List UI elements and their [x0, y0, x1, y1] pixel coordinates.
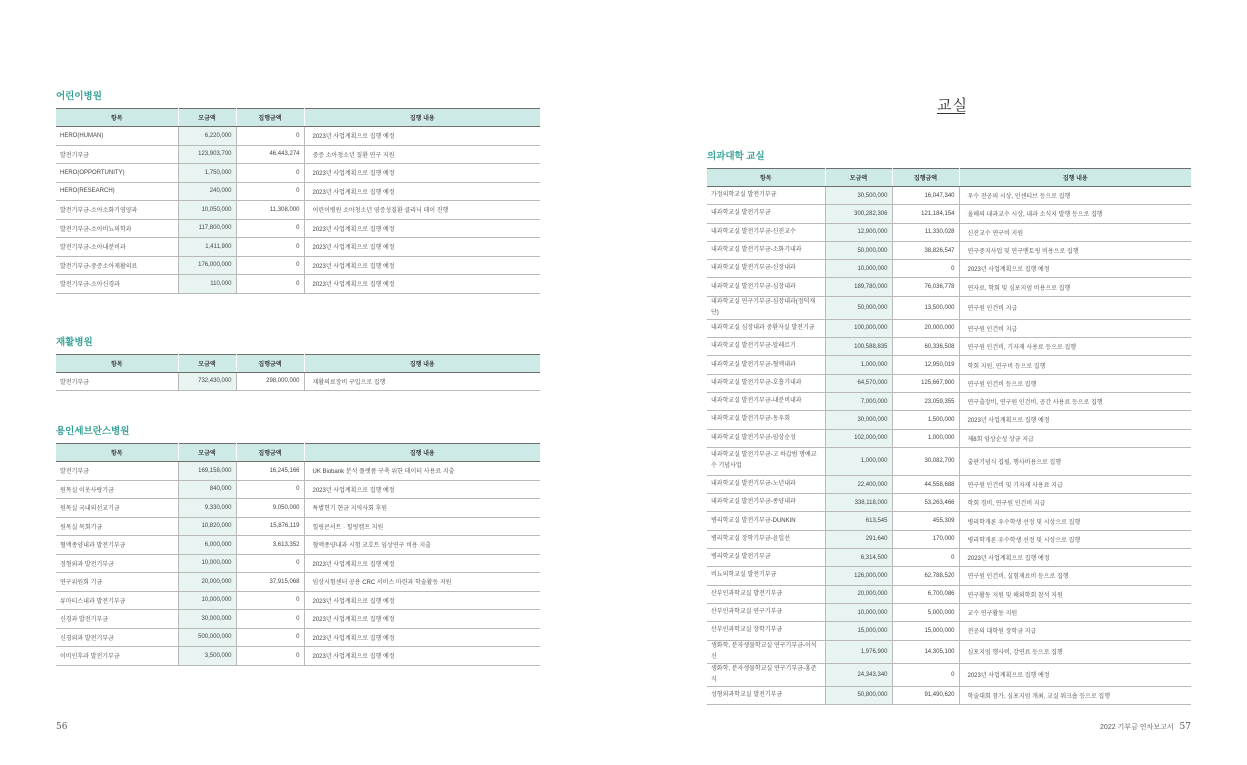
- cell-item: 발전기부금-소아신경과: [56, 275, 178, 294]
- cell-amount: 30,500,000: [825, 187, 892, 205]
- cell-item: 성형외과학교실 발전기부금: [707, 686, 825, 704]
- section-title: 의과대학 교실: [707, 151, 765, 162]
- cell-amount: 6,000,000: [178, 536, 236, 555]
- cell-item: 병리학교실 발전기부금: [707, 549, 825, 567]
- cell-description: 어린이병원 소아청소년 염증성질환 클리닉 데이 진행: [304, 201, 540, 220]
- cell-spent: 5,000,000: [892, 603, 959, 621]
- table-row: [56, 480, 540, 499]
- cell-spent: 15,000,000: [892, 622, 959, 640]
- cell-spent: 0: [236, 219, 304, 238]
- cell-description: 연구중지사업 및 연구멘토링 비용으로 집행: [959, 241, 1191, 259]
- footer-right: [1100, 722, 1191, 732]
- cell-amount: 840,000: [178, 480, 236, 499]
- cell-amount: 176,000,000: [178, 256, 236, 275]
- table-row: [707, 392, 1191, 410]
- table-row: [707, 338, 1191, 356]
- cell-spent: 170,000: [892, 530, 959, 548]
- cell-spent: 53,263,466: [892, 494, 959, 512]
- cell-item: 산부인과학교실 연구기부금: [707, 603, 825, 621]
- cell-amount: 9,330,000: [178, 499, 236, 518]
- cell-description: 연구원 인건비 및 기자재 사용료 지급: [959, 475, 1191, 493]
- cell-item: 신경외과 발전기부금: [56, 628, 178, 647]
- table-row: [56, 554, 540, 573]
- cell-item: 혈액종양내과 발전기부금: [56, 536, 178, 555]
- cell-description: 병리학개론 우수학생 선정 및 시상으로 집행: [959, 512, 1191, 530]
- cell-description: 연구원 인건비, 실험재료비 등으로 집행: [959, 567, 1191, 585]
- cell-item: 발전기부금: [56, 145, 178, 164]
- left-page: [56, 90, 540, 666]
- cell-amount: 20,000,000: [178, 573, 236, 592]
- cell-description: 2023년 사업계획으로 집행 예정: [304, 480, 540, 499]
- section-title: 용인세브란스병원: [56, 426, 130, 437]
- table-row: [707, 640, 1191, 663]
- cell-spent: 13,500,000: [892, 296, 959, 319]
- cell-amount: 732,430,000: [178, 372, 236, 391]
- table-row: [707, 187, 1191, 205]
- cell-spent: 46,443,274: [236, 145, 304, 164]
- cell-spent: 0: [236, 182, 304, 201]
- cell-spent: 30,082,700: [892, 447, 959, 475]
- cell-amount: 10,000,000: [825, 603, 892, 621]
- cell-item: 내과학교실 발전기부금-심장내과: [707, 278, 825, 296]
- cell-description: 2023년 사업계획으로 집행 예정: [959, 411, 1191, 429]
- table-row: [707, 663, 1191, 686]
- cell-spent: 62,788,520: [892, 567, 959, 585]
- table-row: [56, 127, 540, 146]
- header-item: 항목: [56, 109, 178, 127]
- cell-item: 연구위원회 기금: [56, 573, 178, 592]
- cell-spent: 14,305,100: [892, 640, 959, 663]
- cell-spent: 0: [236, 238, 304, 257]
- cell-spent: 0: [236, 256, 304, 275]
- cell-amount: 110,000: [178, 275, 236, 294]
- cell-spent: 0: [236, 591, 304, 610]
- header-spent: 집행금액: [892, 169, 959, 187]
- cell-spent: 0: [236, 610, 304, 629]
- cell-spent: 0: [892, 663, 959, 686]
- cell-item: 내과학교실 발전기부금-임상순성: [707, 429, 825, 447]
- cell-description: 2023년 사업계획으로 집행 예정: [304, 182, 540, 201]
- donation-table-medical-classes: [707, 168, 1191, 705]
- cell-description: 2023년 사업계획으로 집행 예정: [304, 238, 540, 257]
- cell-description: 2023년 사업계획으로 집행 예정: [959, 663, 1191, 686]
- header-item: 항목: [56, 354, 178, 372]
- cell-spent: 3,613,352: [236, 536, 304, 555]
- section-title: 어린이병원: [56, 91, 102, 102]
- page-number-left: 56: [56, 722, 68, 732]
- cell-description: 2023년 사업계획으로 집행 예정: [959, 549, 1191, 567]
- cell-amount: 102,000,000: [825, 429, 892, 447]
- cell-spent: 0: [236, 480, 304, 499]
- cell-spent: 0: [236, 628, 304, 647]
- cell-spent: 0: [892, 549, 959, 567]
- cell-amount: 123,903,700: [178, 145, 236, 164]
- cell-description: 연구원 인건비 지급: [959, 319, 1191, 337]
- table-row: [707, 494, 1191, 512]
- cell-description: 2023년 사업계획으로 집행 예정: [304, 554, 540, 573]
- table-row: [56, 256, 540, 275]
- cell-description: 특별헌기 현금 지역사회 후원: [304, 499, 540, 518]
- table-row: [707, 603, 1191, 621]
- cell-amount: 189,780,000: [825, 278, 892, 296]
- cell-description: 연구출장비, 연구원 인건비, 공간 사용료 등으로 집행: [959, 392, 1191, 410]
- cell-description: 연구활동 지원 및 해외학회 참석 지원: [959, 585, 1191, 603]
- table-row: [56, 238, 540, 257]
- cell-spent: 16,245,166: [236, 462, 304, 481]
- cell-spent: 15,876,119: [236, 517, 304, 536]
- cell-description: 2023년 사업계획으로 집행 예정: [304, 647, 540, 666]
- cell-description: 2023년 사업계획으로 집행 예정: [304, 628, 540, 647]
- header-amount: 모금액: [178, 444, 236, 462]
- report-title: 2022 기부금 연차보고서: [1100, 724, 1174, 731]
- cell-item: 발전기부금-소아소화기영양과: [56, 201, 178, 220]
- cell-item: 발전기부금-중증소아재활의료: [56, 256, 178, 275]
- table-row: [56, 647, 540, 666]
- table-row: [707, 530, 1191, 548]
- cell-spent: 23,059,355: [892, 392, 959, 410]
- cell-amount: 1,976,900: [825, 640, 892, 663]
- cell-amount: 15,000,000: [825, 622, 892, 640]
- cell-amount: 30,000,000: [178, 610, 236, 629]
- cell-item: 신경과 발전기부금: [56, 610, 178, 629]
- table-row: [707, 205, 1191, 223]
- cell-amount: 3,500,000: [178, 647, 236, 666]
- table-row: [707, 223, 1191, 241]
- cell-item: 산부인과학교실 발전기부금: [707, 585, 825, 603]
- cell-description: 혈액종양내과 시험 코호트 임상연구 비용 지출: [304, 536, 540, 555]
- cell-description: 중증 소아청소년 질환 연구 지원: [304, 145, 540, 164]
- cell-item: 원목실 이웃사랑기금: [56, 480, 178, 499]
- cell-item: 내과학교실 심장내과 중환자실 발전기금: [707, 319, 825, 337]
- cell-description: 연자료, 학회 및 심포지엄 비용으로 집행: [959, 278, 1191, 296]
- cell-description: 신진교수 연구비 지원: [959, 223, 1191, 241]
- cell-item: 내과학교실 발전기부금: [707, 205, 825, 223]
- cell-spent: 0: [236, 127, 304, 146]
- cell-item: 내과학교실 발전기부금-내분비내과: [707, 392, 825, 410]
- cell-description: 올해의 내과교수 시상, 내과 소식지 발행 등으로 집행: [959, 205, 1191, 223]
- table-row: [707, 585, 1191, 603]
- page-title: 교실: [937, 96, 968, 114]
- table-row: [56, 628, 540, 647]
- cell-item: 내과학교실 발전기부금-호흡기내과: [707, 374, 825, 392]
- donation-table: [56, 354, 540, 392]
- cell-amount: 10,000,000: [178, 591, 236, 610]
- section: [56, 425, 540, 666]
- cell-amount: 50,000,000: [825, 241, 892, 259]
- cell-spent: 0: [236, 554, 304, 573]
- right-page: [707, 150, 1191, 705]
- table-row: [707, 475, 1191, 493]
- cell-spent: 1,000,000: [892, 429, 959, 447]
- cell-spent: 20,000,000: [892, 319, 959, 337]
- cell-item: 발전기부금: [56, 462, 178, 481]
- cell-amount: 100,588,835: [825, 338, 892, 356]
- table-row: [56, 499, 540, 518]
- cell-item: 내과학교실 발전기부금-알레르기: [707, 338, 825, 356]
- cell-description: 학회 경비, 연구원 인건비 지급: [959, 494, 1191, 512]
- cell-item: 생화학, 분자생물학교실 연구기부금-이석신: [707, 640, 825, 663]
- cell-amount: 12,900,000: [825, 223, 892, 241]
- cell-item: 병리학교실 발전기부금-DUNKIN: [707, 512, 825, 530]
- cell-amount: 1,750,000: [178, 164, 236, 183]
- cell-amount: 500,000,000: [178, 628, 236, 647]
- cell-item: 가정의학교실 발전기부금: [707, 187, 825, 205]
- table-row: [707, 278, 1191, 296]
- cell-spent: 11,330,028: [892, 223, 959, 241]
- cell-spent: 1,500,000: [892, 411, 959, 429]
- cell-description: 힐링콘서트 · 힐링캠프 지원: [304, 517, 540, 536]
- cell-description: UK Biobank 분석 플랫폼 구축 위한 데이터 사용료 지출: [304, 462, 540, 481]
- cell-description: 연구원 인건비, 기자재 사용료 등으로 집행: [959, 338, 1191, 356]
- cell-amount: 613,545: [825, 512, 892, 530]
- cell-amount: 22,400,000: [825, 475, 892, 493]
- cell-description: 학술대회 참가, 심포지엄 개최, 교실 워크숍 등으로 집행: [959, 686, 1191, 704]
- cell-item: 발전기부금-소아비뇨의학과: [56, 219, 178, 238]
- table-row: [56, 462, 540, 481]
- table-row: [707, 622, 1191, 640]
- cell-description: 2023년 사업계획으로 집행 예정: [304, 164, 540, 183]
- cell-spent: 298,000,000: [236, 372, 304, 391]
- cell-item: 내과학교실 발전기부금-신진교수: [707, 223, 825, 241]
- cell-amount: 1,411,900: [178, 238, 236, 257]
- cell-spent: 6,700,086: [892, 585, 959, 603]
- cell-amount: 291,640: [825, 530, 892, 548]
- cell-amount: 50,800,000: [825, 686, 892, 704]
- table-row: [707, 512, 1191, 530]
- cell-item: 산부인과학교실 장학기부금: [707, 622, 825, 640]
- table-header-row: [56, 354, 540, 372]
- cell-amount: 338,118,000: [825, 494, 892, 512]
- table-row: [56, 536, 540, 555]
- cell-spent: 121,184,154: [892, 205, 959, 223]
- cell-item: 내과학교실 발전기부금-종양내과: [707, 494, 825, 512]
- cell-amount: 10,050,000: [178, 201, 236, 220]
- cell-amount: 64,570,000: [825, 374, 892, 392]
- cell-item: 정형외과 발전기부금: [56, 554, 178, 573]
- cell-item: HERO(HUMAN): [56, 127, 178, 146]
- cell-description: 재활의료장비 구입으로 집행: [304, 372, 540, 391]
- table-row: [707, 374, 1191, 392]
- header-spent: 집행금액: [236, 354, 304, 372]
- cell-amount: 100,000,000: [825, 319, 892, 337]
- header-desc: 집행 내용: [304, 109, 540, 127]
- cell-amount: 10,820,000: [178, 517, 236, 536]
- cell-description: 우수 전공의 시상, 인센티브 등으로 집행: [959, 187, 1191, 205]
- cell-description: 심포지엄 행사비, 강연료 등으로 집행: [959, 640, 1191, 663]
- cell-amount: 24,343,340: [825, 663, 892, 686]
- cell-amount: 240,000: [178, 182, 236, 201]
- cell-amount: 7,000,000: [825, 392, 892, 410]
- header-spent: 집행금액: [236, 109, 304, 127]
- cell-amount: 1,000,000: [825, 356, 892, 374]
- cell-description: 교수 연구활동 지원: [959, 603, 1191, 621]
- cell-item: 내과학교실 발전기부금-노년내과: [707, 475, 825, 493]
- table-row: [707, 356, 1191, 374]
- cell-description: 전공의 대학원 장학금 지급: [959, 622, 1191, 640]
- cell-item: 비뇨의학교실 발전기부금: [707, 567, 825, 585]
- cell-description: 2023년 사업계획으로 집행 예정: [304, 591, 540, 610]
- cell-item: 내과학교실 발전기부금-혈액내과: [707, 356, 825, 374]
- section-title: 재활병원: [56, 336, 93, 348]
- header-spent: 집행금액: [236, 444, 304, 462]
- section: [56, 90, 540, 294]
- cell-spent: 16,047,340: [892, 187, 959, 205]
- cell-item: 내과학교실 발전기부금-고 하갑범 명예교수 기념사업: [707, 447, 825, 475]
- header-item: 항목: [56, 444, 178, 462]
- table-row: [707, 241, 1191, 259]
- table-row: [707, 411, 1191, 429]
- cell-description: 학회 지원, 연구비 등으로 집행: [959, 356, 1191, 374]
- table-header-row: [56, 444, 540, 462]
- cell-spent: 37,915,068: [236, 573, 304, 592]
- table-row: [56, 573, 540, 592]
- cell-spent: 60,336,508: [892, 338, 959, 356]
- cell-item: HERO(OPPORTUNITY): [56, 164, 178, 183]
- cell-item: 류마티스내과 발전기부금: [56, 591, 178, 610]
- cell-item: HERO(RESEARCH): [56, 182, 178, 201]
- cell-spent: 0: [236, 164, 304, 183]
- cell-spent: 44,558,688: [892, 475, 959, 493]
- cell-amount: 300,282,306: [825, 205, 892, 223]
- cell-item: 이비인후과 발전기부금: [56, 647, 178, 666]
- table-row: [56, 591, 540, 610]
- cell-description: 2023년 사업계획으로 집행 예정: [304, 256, 540, 275]
- header-desc: 집행 내용: [959, 169, 1191, 187]
- cell-spent: 0: [236, 275, 304, 294]
- cell-amount: 10,000,000: [178, 554, 236, 573]
- cell-description: 임상시험센터 공용 CRC 서비스 마련과 학술활동 지원: [304, 573, 540, 592]
- cell-description: 2023년 사업계획으로 집행 예정: [959, 260, 1191, 278]
- table-header-row: [707, 169, 1191, 187]
- cell-spent: 12,950,019: [892, 356, 959, 374]
- cell-spent: 9,050,000: [236, 499, 304, 518]
- cell-spent: 76,036,778: [892, 278, 959, 296]
- cell-description: 2023년 사업계획으로 집행 예정: [304, 219, 540, 238]
- title-underline: [937, 113, 965, 114]
- cell-item: 원목실 목회기금: [56, 517, 178, 536]
- cell-spent: 0: [892, 260, 959, 278]
- table-row: [707, 447, 1191, 475]
- cell-amount: 30,000,000: [825, 411, 892, 429]
- cell-item: 내과학교실 발전기부금-동우회: [707, 411, 825, 429]
- table-row: [56, 372, 540, 391]
- table-row: [707, 686, 1191, 704]
- cell-amount: 126,000,000: [825, 567, 892, 585]
- cell-item: 원목실 국내의선교기금: [56, 499, 178, 518]
- table-row: [707, 319, 1191, 337]
- cell-description: 2023년 사업계획으로 집행 예정: [304, 275, 540, 294]
- cell-item: 내과학교실 발전기부금-소화기내과: [707, 241, 825, 259]
- header-desc: 집행 내용: [304, 444, 540, 462]
- table-row: [707, 549, 1191, 567]
- table-row: [56, 182, 540, 201]
- cell-description: 병리학개론 우수학생 선정 및 시상으로 집행: [959, 530, 1191, 548]
- table-row: [56, 275, 540, 294]
- cell-description: 제8회 임상순성 상금 지급: [959, 429, 1191, 447]
- table-row: [56, 145, 540, 164]
- cell-item: 생화학, 분자생물학교실 연구기부금-홍준식: [707, 663, 825, 686]
- table-row: [56, 201, 540, 220]
- cell-description: 출판기념식 집필, 행사비용으로 집행: [959, 447, 1191, 475]
- page-number-right: 57: [1179, 722, 1191, 732]
- cell-amount: 50,000,000: [825, 296, 892, 319]
- cell-amount: 6,314,500: [825, 549, 892, 567]
- table-row: [56, 610, 540, 629]
- cell-amount: 10,000,000: [825, 260, 892, 278]
- section: [56, 336, 540, 392]
- table-row: [56, 219, 540, 238]
- header-item: 항목: [707, 169, 825, 187]
- donation-table: [56, 108, 540, 294]
- header-amount: 모금액: [825, 169, 892, 187]
- table-row: [707, 296, 1191, 319]
- table-row: [56, 517, 540, 536]
- cell-amount: 20,000,000: [825, 585, 892, 603]
- cell-item: 발전기부금-소아내분비과: [56, 238, 178, 257]
- cell-item: 내과학교실 발전기부금-신장내과: [707, 260, 825, 278]
- cell-spent: 455,309: [892, 512, 959, 530]
- table-row: [707, 567, 1191, 585]
- cell-spent: 38,826,547: [892, 241, 959, 259]
- donation-table: [56, 443, 540, 666]
- cell-amount: 169,158,000: [178, 462, 236, 481]
- header-amount: 모금액: [178, 354, 236, 372]
- cell-description: 2023년 사업계획으로 집행 예정: [304, 610, 540, 629]
- cell-item: 병리학교실 장학기부금-윤일선: [707, 530, 825, 548]
- cell-description: 연구원 인건비 등으로 집행: [959, 374, 1191, 392]
- table-row: [56, 164, 540, 183]
- cell-spent: 125,667,900: [892, 374, 959, 392]
- cell-amount: 117,800,000: [178, 219, 236, 238]
- table-header-row: [56, 109, 540, 127]
- cell-amount: 6,220,000: [178, 127, 236, 146]
- header-amount: 모금액: [178, 109, 236, 127]
- cell-item: 내과학교실 연구기부금-심장내과(정덕재단): [707, 296, 825, 319]
- cell-description: 2023년 사업계획으로 집행 예정: [304, 127, 540, 146]
- cell-spent: 91,490,620: [892, 686, 959, 704]
- table-row: [707, 260, 1191, 278]
- header-desc: 집행 내용: [304, 354, 540, 372]
- cell-spent: 0: [236, 647, 304, 666]
- cell-description: 연구원 인건비 지급: [959, 296, 1191, 319]
- cell-amount: 1,000,000: [825, 447, 892, 475]
- cell-spent: 11,308,000: [236, 201, 304, 220]
- table-row: [707, 429, 1191, 447]
- cell-item: 발전기부금: [56, 372, 178, 391]
